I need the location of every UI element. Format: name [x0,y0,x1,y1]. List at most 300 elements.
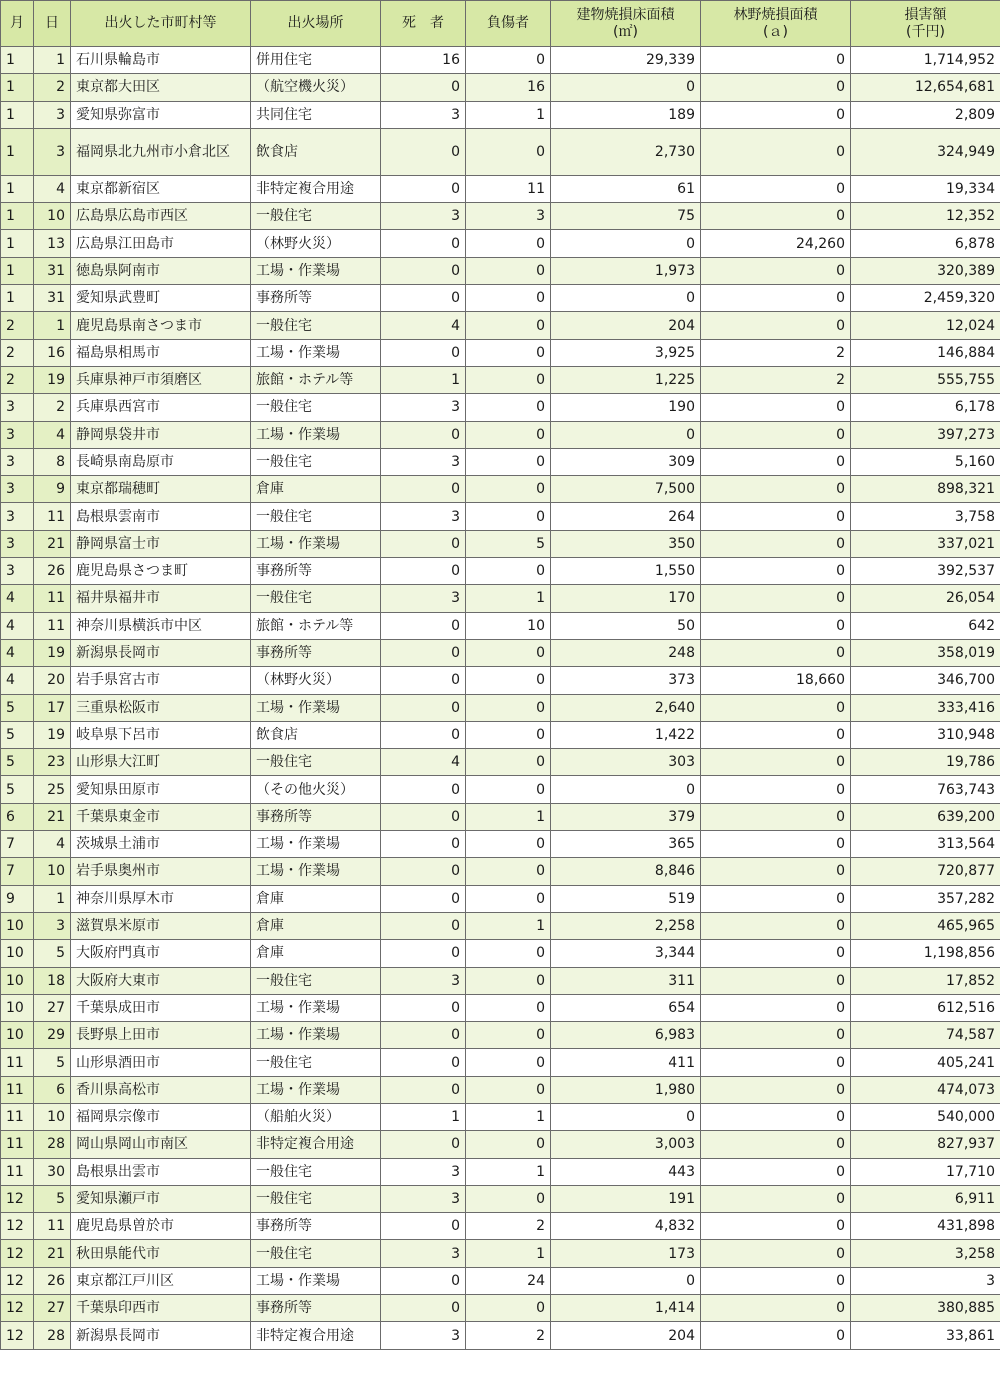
cell-building-area: 170 [551,585,701,612]
cell-deaths: 0 [381,558,466,585]
table-row [1,1185,1000,1212]
cell-day: 1 [34,312,71,339]
cell-day: 3 [34,128,71,175]
cell-month: 10 [1,994,34,1021]
cell-deaths: 3 [381,101,466,128]
cell-injured: 1 [466,585,551,612]
table-row [1,831,1000,858]
cell-deaths: 1 [381,366,466,393]
cell-place: 工場・作業場 [251,421,381,448]
cell-forest-area: 0 [701,749,851,776]
cell-day: 5 [34,940,71,967]
cell-day: 6 [34,1076,71,1103]
cell-building-area: 3,344 [551,940,701,967]
cell-day: 13 [34,230,71,257]
cell-day: 27 [34,1295,71,1322]
cell-damage: 313,564 [851,831,1000,858]
cell-place: 一般住宅 [251,503,381,530]
cell-municipality: 長野県上田市 [71,1022,251,1049]
cell-deaths: 0 [381,694,466,721]
cell-day: 23 [34,749,71,776]
cell-municipality: 新潟県長岡市 [71,1322,251,1349]
table-row [1,74,1000,101]
cell-day: 11 [34,585,71,612]
cell-forest-area: 0 [701,394,851,421]
cell-month: 3 [1,503,34,530]
cell-municipality: 神奈川県厚木市 [71,885,251,912]
table-row [1,128,1000,175]
cell-injured: 5 [466,530,551,557]
cell-forest-area: 0 [701,476,851,503]
cell-injured: 11 [466,175,551,202]
cell-municipality: 岩手県奥州市 [71,858,251,885]
cell-deaths: 0 [381,803,466,830]
cell-place: 事務所等 [251,285,381,312]
cell-forest-area: 0 [701,831,851,858]
cell-place: 工場・作業場 [251,339,381,366]
cell-injured: 0 [466,1022,551,1049]
table-row [1,639,1000,666]
cell-damage: 146,884 [851,339,1000,366]
cell-damage: 346,700 [851,667,1000,694]
cell-place: 工場・作業場 [251,1022,381,1049]
cell-municipality: 鹿児島県さつま町 [71,558,251,585]
cell-forest-area: 2 [701,366,851,393]
cell-damage: 612,516 [851,994,1000,1021]
table-row [1,912,1000,939]
cell-building-area: 2,730 [551,128,701,175]
cell-deaths: 0 [381,476,466,503]
cell-place: 事務所等 [251,1213,381,1240]
cell-place: 事務所等 [251,558,381,585]
cell-day: 29 [34,1022,71,1049]
cell-damage: 324,949 [851,128,1000,175]
table-row [1,476,1000,503]
cell-day: 25 [34,776,71,803]
cell-forest-area: 0 [701,585,851,612]
cell-deaths: 3 [381,585,466,612]
cell-place: 工場・作業場 [251,1076,381,1103]
cell-building-area: 0 [551,1267,701,1294]
cell-injured: 0 [466,885,551,912]
cell-building-area: 7,500 [551,476,701,503]
cell-damage: 74,587 [851,1022,1000,1049]
cell-forest-area: 0 [701,285,851,312]
cell-month: 11 [1,1158,34,1185]
cell-place: （その他火災） [251,776,381,803]
cell-building-area: 264 [551,503,701,530]
cell-building-area: 309 [551,448,701,475]
cell-damage: 720,877 [851,858,1000,885]
cell-forest-area: 0 [701,175,851,202]
table-row [1,1049,1000,1076]
cell-day: 28 [34,1131,71,1158]
cell-municipality: 島根県出雲市 [71,1158,251,1185]
cell-day: 30 [34,1158,71,1185]
cell-day: 4 [34,175,71,202]
cell-place: 一般住宅 [251,585,381,612]
cell-day: 26 [34,558,71,585]
cell-damage: 26,054 [851,585,1000,612]
cell-day: 8 [34,448,71,475]
cell-day: 16 [34,339,71,366]
cell-building-area: 6,983 [551,1022,701,1049]
cell-place: 工場・作業場 [251,1267,381,1294]
cell-day: 31 [34,257,71,284]
cell-injured: 10 [466,612,551,639]
cell-municipality: 東京都瑞穂町 [71,476,251,503]
cell-month: 11 [1,1049,34,1076]
cell-place: 一般住宅 [251,394,381,421]
cell-municipality: 福島県相馬市 [71,339,251,366]
cell-municipality: 鹿児島県南さつま市 [71,312,251,339]
header-day: 日 [34,1,71,47]
cell-damage: 392,537 [851,558,1000,585]
cell-day: 31 [34,285,71,312]
table-row [1,101,1000,128]
cell-place: 一般住宅 [251,1158,381,1185]
cell-building-area: 2,258 [551,912,701,939]
table-row [1,47,1000,74]
cell-building-area: 3,003 [551,1131,701,1158]
cell-month: 4 [1,585,34,612]
cell-month: 6 [1,803,34,830]
cell-place: 工場・作業場 [251,858,381,885]
cell-day: 11 [34,503,71,530]
cell-forest-area: 0 [701,694,851,721]
cell-day: 11 [34,1213,71,1240]
cell-place: 工場・作業場 [251,257,381,284]
cell-damage: 19,786 [851,749,1000,776]
cell-municipality: 神奈川県横浜市中区 [71,612,251,639]
table-row [1,721,1000,748]
cell-damage: 12,024 [851,312,1000,339]
cell-damage: 2,459,320 [851,285,1000,312]
cell-month: 10 [1,1022,34,1049]
table-row [1,1076,1000,1103]
cell-forest-area: 0 [701,803,851,830]
cell-damage: 3,758 [851,503,1000,530]
cell-injured: 0 [466,694,551,721]
cell-injured: 24 [466,1267,551,1294]
cell-month: 2 [1,339,34,366]
cell-month: 1 [1,74,34,101]
header-injured: 負傷者 [466,1,551,47]
cell-injured: 0 [466,47,551,74]
cell-day: 1 [34,885,71,912]
cell-municipality: 香川県高松市 [71,1076,251,1103]
table-row [1,1103,1000,1130]
cell-municipality: 愛知県田原市 [71,776,251,803]
cell-damage: 380,885 [851,1295,1000,1322]
cell-month: 1 [1,101,34,128]
cell-deaths: 0 [381,1049,466,1076]
cell-building-area: 173 [551,1240,701,1267]
cell-month: 11 [1,1103,34,1130]
cell-deaths: 0 [381,776,466,803]
cell-deaths: 3 [381,1240,466,1267]
cell-deaths: 0 [381,721,466,748]
cell-building-area: 1,550 [551,558,701,585]
table-row [1,448,1000,475]
cell-damage: 310,948 [851,721,1000,748]
cell-month: 3 [1,448,34,475]
cell-month: 12 [1,1240,34,1267]
cell-day: 27 [34,994,71,1021]
cell-month: 4 [1,667,34,694]
cell-injured: 0 [466,940,551,967]
cell-municipality: 静岡県富士市 [71,530,251,557]
table-row [1,558,1000,585]
cell-month: 5 [1,776,34,803]
table-row [1,339,1000,366]
cell-forest-area: 0 [701,858,851,885]
cell-forest-area: 18,660 [701,667,851,694]
cell-municipality: 東京都江戸川区 [71,1267,251,1294]
cell-damage: 639,200 [851,803,1000,830]
cell-damage: 827,937 [851,1131,1000,1158]
cell-injured: 1 [466,912,551,939]
cell-municipality: 三重県松阪市 [71,694,251,721]
cell-day: 28 [34,1322,71,1349]
cell-deaths: 3 [381,1185,466,1212]
cell-day: 19 [34,721,71,748]
cell-day: 3 [34,101,71,128]
cell-municipality: 岐阜県下呂市 [71,721,251,748]
cell-month: 11 [1,1076,34,1103]
table-row [1,803,1000,830]
table-row [1,1213,1000,1240]
table-row [1,1295,1000,1322]
cell-place: （航空機火災） [251,74,381,101]
cell-forest-area: 0 [701,885,851,912]
cell-deaths: 16 [381,47,466,74]
cell-municipality: 東京都大田区 [71,74,251,101]
cell-damage: 1,714,952 [851,47,1000,74]
cell-forest-area: 0 [701,967,851,994]
cell-building-area: 190 [551,394,701,421]
cell-deaths: 1 [381,1103,466,1130]
cell-place: 飲食店 [251,128,381,175]
cell-forest-area: 0 [701,312,851,339]
cell-building-area: 0 [551,421,701,448]
header-forest-area: 林野焼損面積 (ａ) [701,1,851,47]
cell-injured: 1 [466,803,551,830]
cell-injured: 0 [466,1131,551,1158]
cell-month: 12 [1,1185,34,1212]
cell-place: 一般住宅 [251,749,381,776]
cell-deaths: 0 [381,74,466,101]
cell-month: 4 [1,612,34,639]
cell-month: 1 [1,203,34,230]
cell-injured: 0 [466,476,551,503]
cell-place: 一般住宅 [251,1185,381,1212]
cell-deaths: 0 [381,858,466,885]
cell-injured: 0 [466,558,551,585]
cell-day: 11 [34,612,71,639]
cell-building-area: 654 [551,994,701,1021]
cell-damage: 6,178 [851,394,1000,421]
cell-month: 3 [1,530,34,557]
cell-building-area: 1,225 [551,366,701,393]
cell-forest-area: 0 [701,721,851,748]
cell-building-area: 204 [551,1322,701,1349]
table-row [1,994,1000,1021]
cell-forest-area: 0 [701,1158,851,1185]
cell-injured: 0 [466,230,551,257]
cell-day: 1 [34,47,71,74]
cell-damage: 555,755 [851,366,1000,393]
cell-damage: 898,321 [851,476,1000,503]
cell-month: 3 [1,476,34,503]
cell-injured: 0 [466,257,551,284]
cell-municipality: 岩手県宮古市 [71,667,251,694]
cell-building-area: 519 [551,885,701,912]
cell-deaths: 0 [381,667,466,694]
cell-municipality: 千葉県東金市 [71,803,251,830]
cell-damage: 33,861 [851,1322,1000,1349]
table-row [1,1022,1000,1049]
cell-place: 共同住宅 [251,101,381,128]
cell-building-area: 191 [551,1185,701,1212]
cell-deaths: 0 [381,339,466,366]
cell-injured: 0 [466,339,551,366]
header-deaths: 死 者 [381,1,466,47]
cell-municipality: 東京都新宿区 [71,175,251,202]
cell-day: 4 [34,421,71,448]
cell-day: 17 [34,694,71,721]
cell-injured: 0 [466,967,551,994]
cell-forest-area: 0 [701,612,851,639]
cell-deaths: 0 [381,1131,466,1158]
cell-injured: 0 [466,831,551,858]
cell-damage: 358,019 [851,639,1000,666]
cell-municipality: 秋田県能代市 [71,1240,251,1267]
cell-place: 工場・作業場 [251,831,381,858]
cell-deaths: 3 [381,394,466,421]
cell-damage: 6,911 [851,1185,1000,1212]
cell-month: 5 [1,694,34,721]
cell-month: 3 [1,394,34,421]
cell-deaths: 0 [381,530,466,557]
cell-municipality: 茨城県土浦市 [71,831,251,858]
cell-deaths: 0 [381,940,466,967]
cell-forest-area: 0 [701,421,851,448]
cell-injured: 1 [466,101,551,128]
cell-month: 9 [1,885,34,912]
cell-damage: 642 [851,612,1000,639]
cell-municipality: 石川県輪島市 [71,47,251,74]
cell-forest-area: 0 [701,1267,851,1294]
table-row [1,1267,1000,1294]
cell-month: 10 [1,940,34,967]
cell-day: 2 [34,74,71,101]
cell-forest-area: 0 [701,776,851,803]
cell-deaths: 0 [381,1213,466,1240]
table-row [1,940,1000,967]
cell-forest-area: 0 [701,1322,851,1349]
cell-place: 工場・作業場 [251,694,381,721]
cell-day: 5 [34,1185,71,1212]
cell-building-area: 1,980 [551,1076,701,1103]
cell-damage: 5,160 [851,448,1000,475]
cell-injured: 0 [466,1049,551,1076]
cell-place: （林野火災） [251,230,381,257]
cell-injured: 0 [466,749,551,776]
cell-forest-area: 0 [701,128,851,175]
cell-place: 工場・作業場 [251,994,381,1021]
cell-day: 10 [34,203,71,230]
cell-building-area: 379 [551,803,701,830]
table-row [1,503,1000,530]
cell-month: 5 [1,749,34,776]
cell-place: 事務所等 [251,639,381,666]
cell-forest-area: 0 [701,503,851,530]
cell-deaths: 3 [381,503,466,530]
cell-building-area: 0 [551,776,701,803]
header-municipality: 出火した市町村等 [71,1,251,47]
cell-municipality: 滋賀県米原市 [71,912,251,939]
cell-deaths: 0 [381,994,466,1021]
cell-month: 7 [1,858,34,885]
cell-deaths: 0 [381,1267,466,1294]
cell-place: 倉庫 [251,885,381,912]
cell-building-area: 350 [551,530,701,557]
cell-injured: 16 [466,74,551,101]
cell-place: 非特定複合用途 [251,175,381,202]
cell-injured: 0 [466,448,551,475]
cell-forest-area: 0 [701,47,851,74]
cell-month: 1 [1,230,34,257]
table-row [1,694,1000,721]
table-row [1,585,1000,612]
cell-place: 倉庫 [251,912,381,939]
cell-municipality: 千葉県成田市 [71,994,251,1021]
cell-damage: 17,710 [851,1158,1000,1185]
table-row [1,421,1000,448]
table-row [1,749,1000,776]
cell-damage: 431,898 [851,1213,1000,1240]
cell-month: 1 [1,128,34,175]
table-row [1,1322,1000,1349]
cell-damage: 1,198,856 [851,940,1000,967]
cell-injured: 0 [466,639,551,666]
cell-place: （林野火災） [251,667,381,694]
cell-damage: 474,073 [851,1076,1000,1103]
cell-building-area: 0 [551,1103,701,1130]
table-row [1,312,1000,339]
cell-building-area: 61 [551,175,701,202]
cell-forest-area: 0 [701,257,851,284]
cell-injured: 0 [466,1076,551,1103]
cell-deaths: 0 [381,1076,466,1103]
header-place: 出火場所 [251,1,381,47]
cell-month: 12 [1,1322,34,1349]
cell-damage: 763,743 [851,776,1000,803]
table-row [1,230,1000,257]
cell-deaths: 0 [381,230,466,257]
cell-injured: 1 [466,1103,551,1130]
cell-damage: 337,021 [851,530,1000,557]
cell-day: 2 [34,394,71,421]
cell-municipality: 愛知県武豊町 [71,285,251,312]
cell-municipality: 福岡県宗像市 [71,1103,251,1130]
cell-injured: 2 [466,1322,551,1349]
cell-injured: 0 [466,312,551,339]
cell-forest-area: 0 [701,1022,851,1049]
cell-day: 19 [34,639,71,666]
cell-municipality: 兵庫県西宮市 [71,394,251,421]
